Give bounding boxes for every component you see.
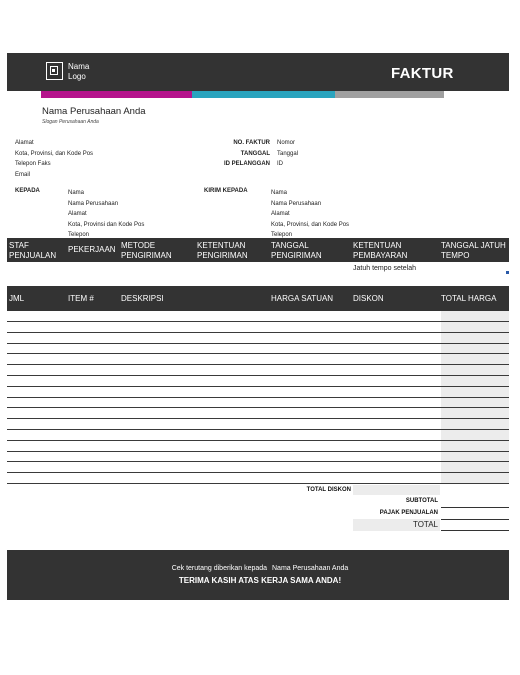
sales-tax-label: PAJAK PENJUALAN [379,510,438,516]
payable-note [0,565,520,572]
invoice-number-label: NO. FAKTUR [233,140,270,146]
bill-to-line: Nama Perusahaan [68,200,119,207]
table-row[interactable] [7,375,509,376]
ship-to-line: Kota, Provinsi, dan Kode Pos [271,221,350,228]
header-payment-terms: KETENTUAN PEMBAYARAN [353,241,408,260]
invoice-date-value: Tanggal [277,150,299,157]
payable-company: Nama Perusahaan Anda [272,565,349,572]
header-qty: JML [9,294,25,303]
company-name: Nama Perusahaan Anda [42,106,146,117]
total-discount-label: TOTAL DISKON [306,487,351,493]
table-row[interactable] [7,364,509,365]
invoice-date-label: TANGGAL [240,150,270,157]
logo-text-line1: Nama [68,62,90,71]
ship-to-line: Nama [271,190,288,196]
ship-to-label: KIRIM KEPADA [204,188,248,194]
accent-bar-teal [192,91,335,98]
logo-text [68,62,89,82]
ship-to-line: Nama Perusahaan [271,200,322,207]
ship-to-line: Telepon [271,232,293,238]
logo-icon [46,62,63,80]
cell-marker [506,271,509,274]
customer-id-label: ID PELANGGAN [223,161,270,167]
invoice-number-value: Nomor [277,140,296,146]
invoice-meta-values [277,138,298,170]
table-row[interactable] [7,461,509,462]
bill-to-label: KEPADA [15,188,40,194]
table-row[interactable] [7,407,509,408]
ship-to-address [271,188,349,241]
subtotal-cell [441,496,509,508]
bill-to-line: Telepon [68,232,90,238]
header-ship-date: TANGGAL PENGIRIMAN [271,241,322,260]
company-address [15,138,93,180]
header-due-date: TANGGAL JATUH TEMPO [441,241,506,260]
customer-id-value: ID [277,161,283,167]
bill-to-address [68,188,144,241]
header-shipping-method: METODE PENGIRIMAN [121,241,172,260]
company-slogan: Slogan Perusahaan Anda [42,119,99,125]
total-discount-cell [353,485,440,495]
header-sales-staff: STAF PENJUALAN [9,241,57,260]
total-cell [441,519,509,531]
thank-you-message: TERIMA KASIH ATAS KERJA SAMA ANDA! [178,576,342,585]
bill-to-line: Kota, Provinsi dan Kode Pos [68,221,145,228]
payable-text: Cek terutang diberikan kepada [171,565,268,572]
bill-to-line: Nama [68,190,85,196]
table-row[interactable] [7,472,509,473]
shipping-table-header [7,238,509,262]
address-line: Alamat [15,140,34,146]
table-row[interactable] [7,386,509,387]
payment-terms-value[interactable]: Jatuh tempo setelah [353,265,417,272]
table-row[interactable] [7,321,509,322]
header-description: DESKRIPSI [121,294,164,303]
header-shipping-terms: KETENTUAN PENGIRIMAN [197,241,248,260]
header-item-number: ITEM # [68,294,94,303]
total-label: TOTAL [412,520,438,529]
invoice-title: FAKTUR [391,65,454,82]
invoice-meta-labels [200,138,270,170]
header-unit-price: HARGA SATUAN [271,294,334,303]
table-row[interactable] [7,353,509,354]
table-row[interactable] [7,483,509,484]
header-job: PEKERJAAN [68,245,116,254]
table-row[interactable] [7,429,509,430]
items-table-header [7,286,509,311]
table-row[interactable] [7,440,509,441]
header-discount: DISKON [353,294,384,303]
table-row[interactable] [7,332,509,333]
logo-text-line2: Logo [68,72,86,81]
table-row[interactable] [7,418,509,419]
footer-bar [7,550,509,600]
ship-to-line: Alamat [271,211,290,217]
table-row[interactable] [7,451,509,452]
header-line-total: TOTAL HARGA [441,294,497,303]
address-line: Email [15,171,31,178]
table-row[interactable] [7,343,509,344]
accent-bar-magenta [41,91,192,98]
subtotal-label: SUBTOTAL [405,498,438,504]
address-line: Telepon Faks [15,161,51,167]
table-row[interactable] [7,397,509,398]
bill-to-line: Alamat [68,211,87,217]
accent-bar-gray [335,91,444,98]
address-line: Kota, Provinsi, dan Kode Pos [15,150,94,157]
